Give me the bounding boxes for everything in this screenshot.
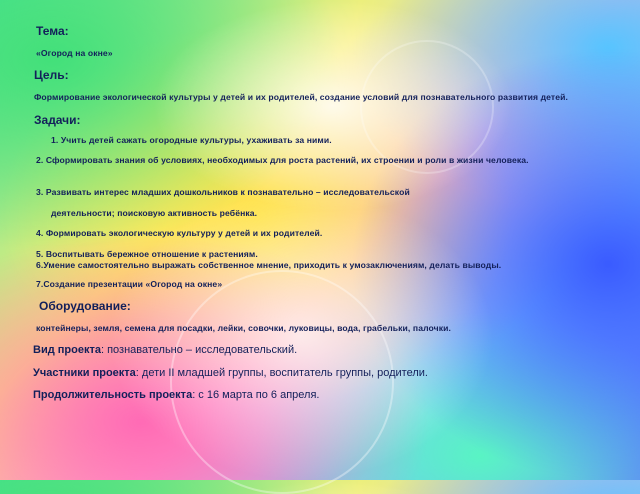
task-item: 5. Воспитывать бережное отношение к растениям. [36,249,258,259]
background-ring-decoration [170,270,394,494]
duration-label: Продолжительность проекта [33,389,193,401]
goal-text: Формирование экологической культуры у детей и их родителей, создание условий для познавательного развития детей. [34,92,568,102]
duration-line [33,389,319,401]
participants-line [33,367,428,379]
equipment-text: контейнеры, земля, семена для посадки, лейки, совочки, луковицы, вода, грабельки, палочки. [36,323,452,333]
task-item: 2. Сформировать знания об условиях, необходимых для роста растений, их строении и роли в жизни человека. [36,155,529,165]
task-item: 3. Развивать интерес младших дошкольников к познавательно – исследовательской [36,187,410,197]
participants-value: : дети II младшей группы, воспитатель группы, родители. [135,367,428,379]
task-item: 6.Умение самостоятельно выражать собственное мнение, приходить к умозаключениям, делать выводы. [36,260,502,270]
theme-heading: Тема: [36,24,69,38]
project-type-line [33,344,297,356]
task-item: 1. Учить детей сажать огородные культуры, ухаживать за ними. [51,135,332,145]
background-ring-decoration [360,40,494,174]
task-item: 4. Формировать экологическую культуру у детей и их родителей. [36,228,323,238]
equipment-heading: Оборудование: [39,299,131,313]
tasks-heading: Задачи: [34,113,81,127]
project-type-value: : познавательно – исследовательский. [100,344,298,356]
task-item: 7.Создание презентации «Огород на окне» [36,279,223,289]
participants-label: Участники проекта [33,367,136,379]
goal-heading: Цель: [34,68,69,82]
task-item: деятельности; поисковую активность ребёнка. [51,208,258,218]
theme-value: «Огород на окне» [36,48,113,58]
project-type-label: Вид проекта [33,344,101,356]
duration-value: : с 16 марта по 6 апреля. [192,389,320,401]
